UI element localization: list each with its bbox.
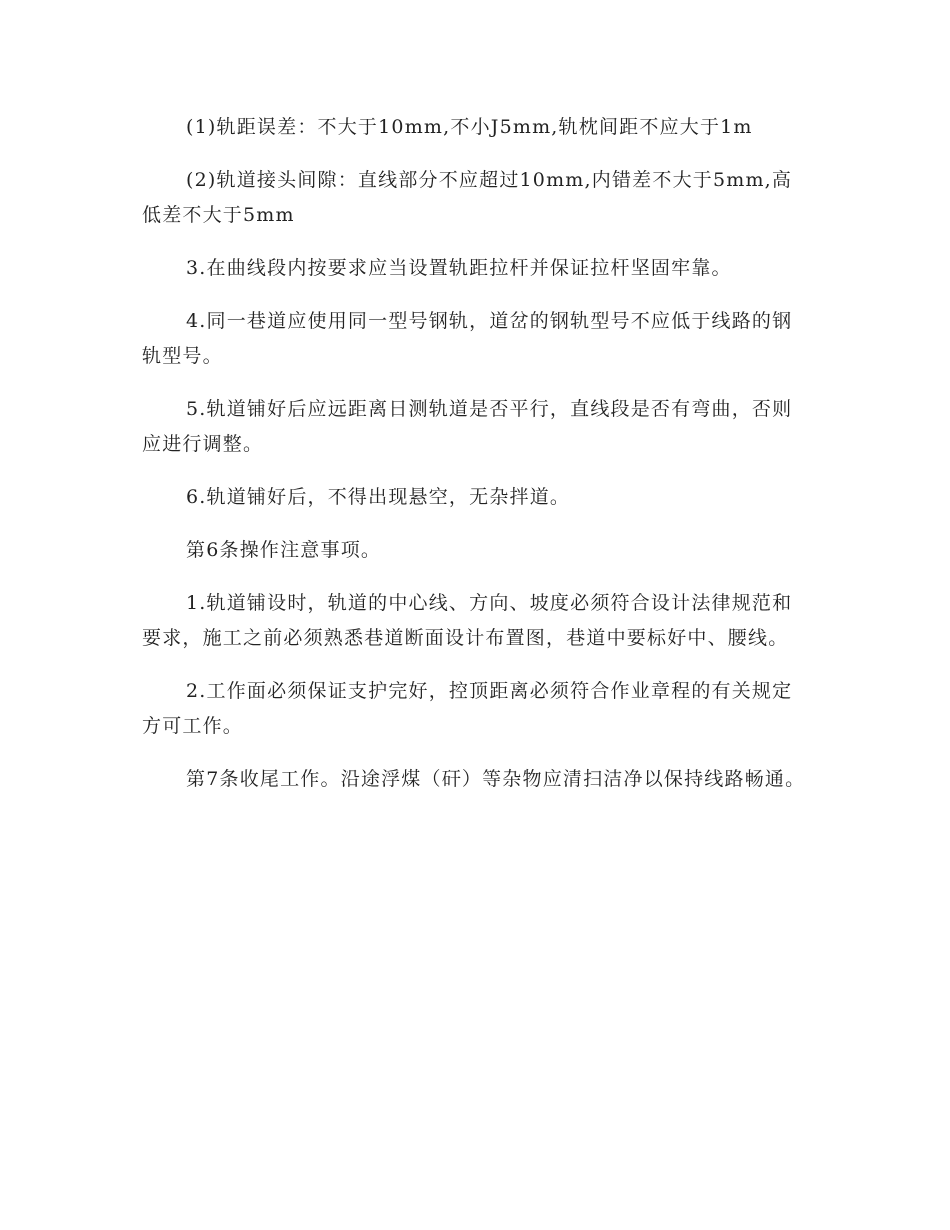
paragraph-gauge-tolerance: (1)轨距误差：不大于10mm,不小J5mm,轨枕间距不应大于1m	[186, 116, 753, 138]
paragraph-joint-gap: (2)轨道接头间隙：直线部分不应超过10mm,内错差不大于5mm,高低差不大于5mm	[142, 169, 793, 226]
paragraph-curve-tie-rods: 3.在曲线段内按要求应当设置轨距拉杆并保证拉杆坚固牢靠。	[186, 257, 732, 279]
paragraph-no-suspension: 6.轨道铺好后，不得出现悬空，无杂拌道。	[186, 486, 571, 508]
paragraph-visual-check: 5.轨道铺好后应远距离日测轨道是否平行，直线段是否有弯曲，否则应进行调整。	[142, 398, 793, 455]
section-article-7-closing: 第7条收尾工作。沿途浮煤（矸）等杂物应清扫洁净以保持线路畅通。	[186, 768, 806, 790]
document-body	[142, 110, 808, 815]
paragraph-support-check: 2.工作面必须保证支护完好，控顶距离必须符合作业章程的有关规定方可工作。	[142, 680, 793, 737]
paragraph-laying-requirements: 1.轨道铺设时，轨道的中心线、方向、坡度必须符合设计法律规范和要求，施工之前必须熟悉巷道断面设计布置图，巷道中要标好中、腰线。	[142, 592, 793, 649]
section-heading-article-6: 第6条操作注意事项。	[186, 539, 382, 561]
paragraph-rail-model: 4.同一巷道应使用同一型号钢轨，道岔的钢轨型号不应低于线路的钢轨型号。	[142, 310, 793, 367]
